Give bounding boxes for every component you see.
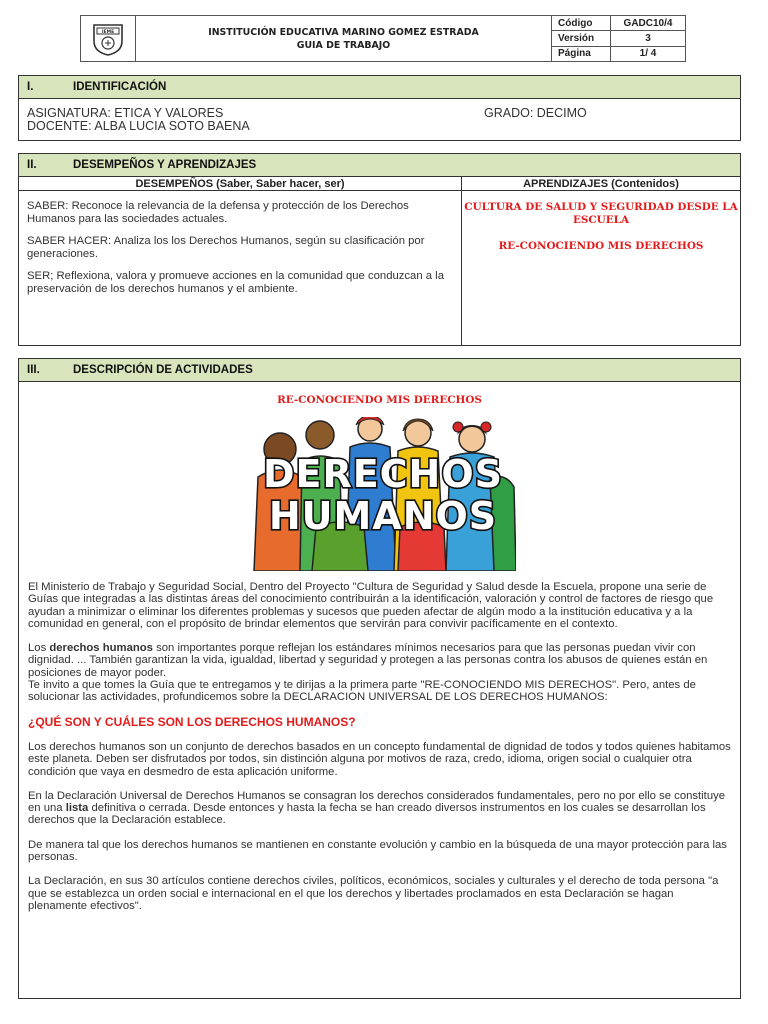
aprendizajes-column-header: APRENDIZAJES (Contenidos) [523, 177, 679, 190]
svg-text:IEME: IEME [101, 29, 115, 35]
section-title: IDENTIFICACIÓN [73, 81, 167, 93]
meta-row-codigo [552, 16, 685, 31]
asignatura-text: ASIGNATURA: ETICA Y VALORES [27, 106, 224, 120]
section-header [19, 154, 740, 177]
school-crest-logo [90, 21, 126, 57]
columns-header [19, 177, 740, 191]
section-number: III. [27, 364, 40, 376]
paragraph-articles: La Declaración, en sus 30 artículos contiene derechos civiles, políticos, económicos, sociales y culturales y el derecho de toda persona "a que se establezca un orden social e internacional en el que los derechos y libertades proclamados en esta Declaración se hagan plenamente efectivos". [28, 875, 719, 912]
columns-body [19, 191, 740, 345]
derechos-humanos-illustration [250, 417, 516, 571]
docente-text: DOCENTE: ALBA LUCIA SOTO BAENA [27, 119, 250, 133]
illustration-title-line1: DERECHOS [262, 452, 504, 496]
paragraph-text: En la Declaración Universal de Derechos Humanos se consagran los derechos considerados fundamentales, pero no por ello se constituye en una [28, 789, 726, 815]
bold-term: derechos humanos [49, 642, 153, 655]
meta-value: 3 [645, 32, 651, 44]
aprendizajes-list [462, 191, 740, 345]
paragraph-text: son importantes porque reflejan los estándares mínimos necesarios para que las personas puedan vivir con dignidad. ... También garantizan la vida, igualdad, libertad y seguridad y protegen a las personas contra los abusos de quienes están en posiciones de mayor poder. [28, 642, 708, 679]
illustration-title-line2: HUMANOS [268, 494, 498, 538]
paragraph-intro: El Ministerio de Trabajo y Seguridad Social, Dentro del Proyecto "Cultura de Seguridad y Salud desde la Escuela, propone una serie de Guías que integradas a las distintas áreas del conocimiento contribuirán a la identificación, valoración y control de factores de riesgo que ayudan a minimizar o eliminar los diferentes problemas y sucesos que pueden afectar de algún modo a la institución educativa y a la comunidad en general, con el propósito de brindar elementos que servirán para convivir pacíficamente en el contexto. [28, 581, 714, 630]
paragraph-importance [28, 642, 735, 679]
meta-row-pagina [552, 47, 685, 61]
section-number: II. [27, 159, 37, 171]
desempeno-ser: SER; Reflexiona, valora y promueve acciones en la comunidad que conduzcan a la preservación de los derechos humanos y el ambiente. [27, 270, 444, 295]
section-actividades [18, 358, 741, 999]
activity-body [28, 581, 735, 924]
meta-value: 1/ 4 [639, 48, 657, 60]
section-desempenos [18, 153, 741, 346]
desempeno-saber-hacer: SABER HACER: Analiza los los Derechos Humanos, según su clasificación por generaciones. [27, 235, 425, 260]
desempenos-list [19, 191, 462, 345]
section-header [19, 76, 740, 99]
section-number: I. [27, 81, 34, 93]
paragraph-text: definitiva o cerrada. Desde entonces y hasta la fecha se han creado diversos instrumentos en los cuales se desarrollan los derechos que la Declaración establece. [28, 802, 706, 827]
document-header [80, 15, 686, 62]
paragraph-invitation: Te invito a que tomes la Guía que te entregamos y te dirijas a la primera parte "RE-CONOCIENDO MIS DERECHOS". Pero, antes de solucionar las actividades, profundicemos sobre la DECLARACION UNIVERSAL DE LOS DERECHOS HUMANOS: [28, 679, 696, 704]
meta-label: Código [552, 16, 611, 30]
activity-subtitle: RE-CONOCIENDO MIS DERECHOS [277, 394, 482, 406]
contenido-item: CULTURA DE SALUD Y SEGURIDAD DESDE LA ESCUELA [464, 201, 738, 226]
meta-label: Versión [552, 31, 611, 45]
section-header [19, 359, 740, 382]
institution-block [136, 16, 552, 61]
desempenos-column-header: DESEMPEÑOS (Saber, Saber hacer, ser) [19, 177, 462, 190]
meta-row-version [552, 31, 685, 46]
contenido-item: RE-CONOCIENDO MIS DERECHOS [498, 240, 704, 252]
section-title: DESEMPEÑOS Y APRENDIZAJES [73, 159, 257, 171]
institution-name: INSTITUCIÓN EDUCATIVA MARINO GOMEZ ESTRADA [208, 26, 479, 38]
bold-term: lista [65, 802, 89, 815]
section-identificacion [18, 75, 741, 141]
meta-value: GADC10/4 [623, 17, 673, 29]
document-type: GUIA DE TRABAJO [296, 39, 391, 51]
section-title: DESCRIPCIÓN DE ACTIVIDADES [73, 364, 253, 376]
paragraph-definition: Los derechos humanos son un conjunto de derechos basados en un concepto fundamental de dignidad de todos y todos quienes habitamos este planeta. Deben ser disfrutados por todos, sin distinción alguna por motivos de raza, credo, idioma, origen social o cualquier otra condición que vaya en desmedro de esta aplicación uniforme. [28, 740, 731, 778]
logo-cell [81, 16, 136, 61]
paragraph-text: Los [28, 642, 50, 655]
question-heading: ¿QUÉ SON Y CUÁLES SON LOS DERECHOS HUMANOS? [28, 714, 356, 729]
paragraph-declaration [28, 790, 735, 827]
grado-text: GRADO: DECIMO [484, 106, 587, 120]
desempeno-saber: SABER: Reconoce la relevancia de la defensa y protección de los Derechos Humanos para las sociedades actuales. [27, 200, 409, 225]
meta-label: Página [552, 47, 611, 61]
paragraph-evolution: De manera tal que los derechos humanos se mantienen en constante evolución y cambio en la búsqueda de una mayor protección para las personas. [28, 838, 727, 864]
document-meta [552, 16, 685, 61]
